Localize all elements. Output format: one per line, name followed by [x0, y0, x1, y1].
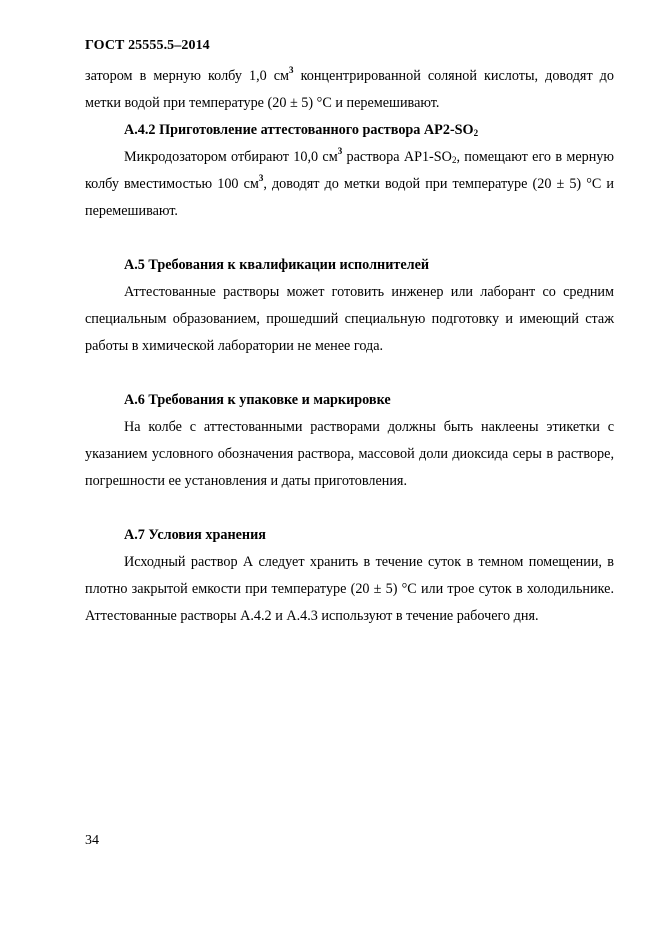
text-part: Микродозатором отбирают 10,0 см [124, 149, 338, 165]
continued-paragraph [85, 63, 614, 117]
superscript: 3 [337, 146, 343, 156]
superscript: 3 [258, 173, 264, 183]
section-heading-a5: А.5 Требования к квалификации исполнителей [124, 257, 430, 273]
spacer [85, 360, 614, 387]
spacer [85, 495, 614, 522]
document-header: ГОСТ 25555.5–2014 [85, 38, 210, 53]
paragraph-a5: Аттестованные растворы может готовить инженер или лаборант со средним специальным образованием, прошедший специальную подготовку и имеющий стаж работы в химической лаборатории не менее года. [85, 284, 614, 354]
subscript: 2 [473, 128, 479, 138]
spacer [85, 225, 614, 252]
section-heading-a6: А.6 Требования к упаковке и маркировке [124, 392, 391, 408]
heading-text: А.4.2 Приготовление аттестованного раствора АР2-SO [124, 122, 474, 138]
continued-text-pre: затором в мерную колбу 1,0 см [85, 68, 290, 84]
paragraph-a42 [85, 144, 614, 225]
paragraph-a7: Исходный раствор А следует хранить в течение суток в темном помещении, в плотно закрытой емкости при температуре (20 ± 5) °С или трое суток в холодильнике. Аттестованные растворы А.4.2 и А.4.3 используют в течение рабочего дня. [85, 554, 614, 624]
text-part: раствора АР1-SO [342, 149, 452, 165]
paragraph-a6: На колбе с аттестованными растворами должны быть наклеены этикетки с указанием условного обозначения раствора, массовой доли диоксида серы в растворе, погрешности ее установления и даты приготовления. [85, 419, 614, 489]
section-heading-a7: А.7 Условия хранения [124, 527, 266, 543]
document-body [85, 63, 614, 630]
page-number: 34 [85, 833, 99, 848]
section-heading-a42 [85, 117, 614, 144]
continued-text-post: концентрированной соляной кислоты, доводят до метки водой при температуре (20 ± 5) °С и перемешивают. [85, 68, 614, 111]
superscript: 3 [289, 65, 294, 75]
subscript: 2 [451, 155, 457, 165]
text-part: , доводят до метки водой при температуре (20 ± 5) °С и перемешивают. [85, 176, 614, 219]
text-part: , помещают его в мерную колбу вместимостью 100 см [85, 149, 614, 192]
